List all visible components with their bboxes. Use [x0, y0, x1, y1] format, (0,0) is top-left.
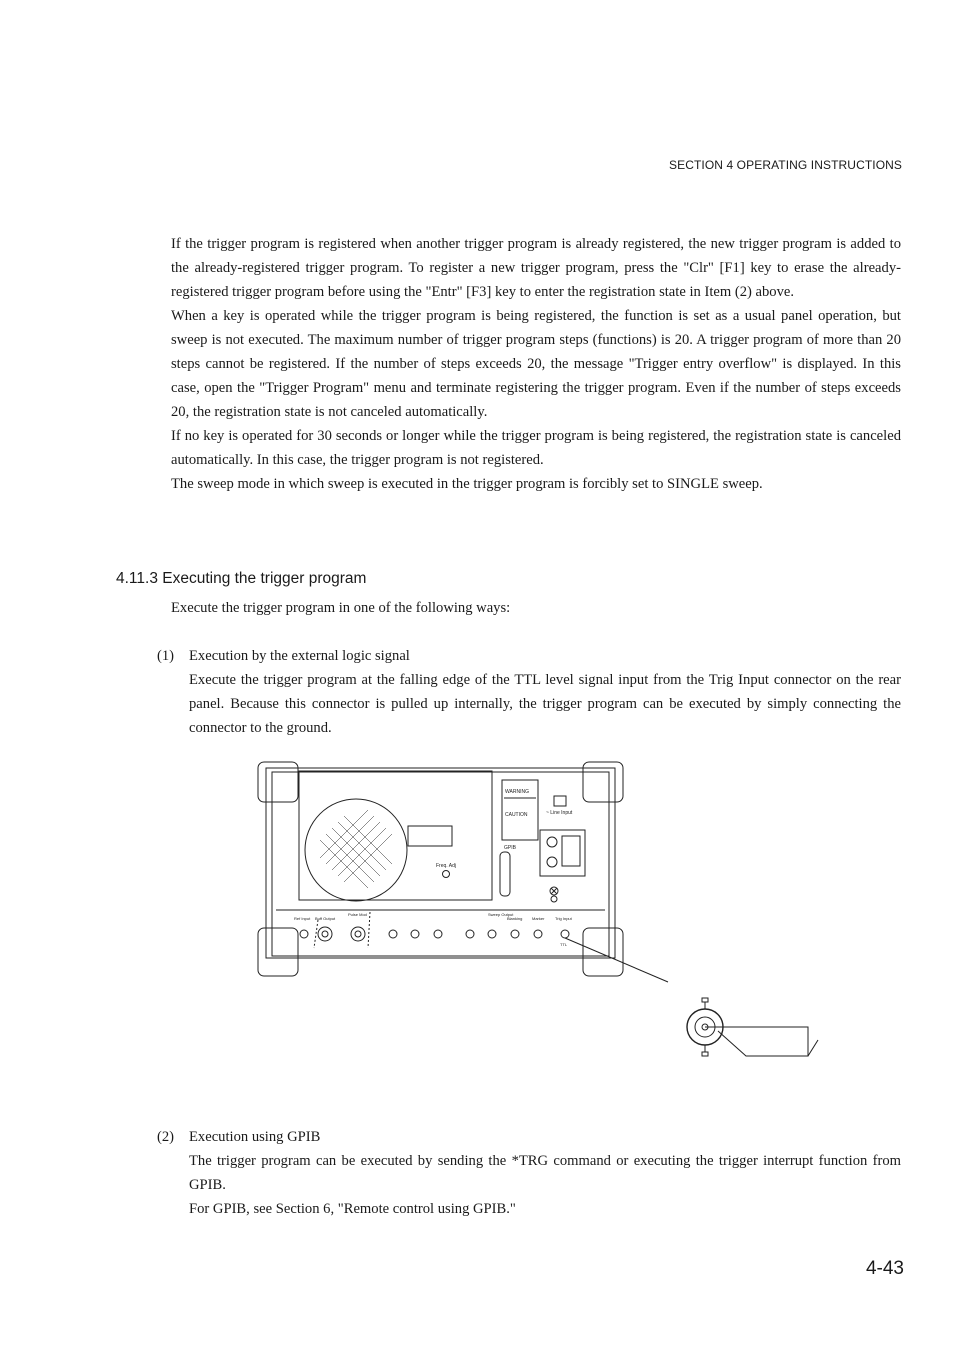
ground-screw — [551, 896, 557, 902]
rear-panel-figure — [250, 750, 850, 1070]
item-number: (1) — [157, 648, 175, 664]
warning-text: WARNING — [505, 789, 529, 795]
subsection-heading: 4.11.3 Executing the trigger program — [116, 570, 367, 587]
page-number: 4-43 — [865, 1258, 904, 1279]
fan-grille — [305, 799, 407, 901]
item-number: (2) — [157, 1129, 175, 1145]
connector — [389, 930, 397, 938]
item-body — [189, 1149, 901, 1221]
line-input-label: ~ Line Input — [546, 810, 573, 816]
item-body — [189, 668, 901, 740]
freq-adj-label: Freq. Adj — [436, 863, 457, 869]
line-switch — [554, 796, 566, 806]
subsection-intro: Execute the trigger program in one of the following ways: — [171, 600, 511, 616]
buff-output-connector — [318, 927, 332, 941]
paragraph: If no key is operated for 30 seconds or longer while the trigger program is being registered, the registration state is canceled automatically. In this case, the trigger program is not registered. — [171, 428, 901, 468]
ground-switch — [808, 1040, 818, 1056]
sweep-output-label: Sweep Output — [488, 912, 514, 917]
fan-mesh — [320, 810, 392, 888]
corner-bumper — [258, 928, 298, 976]
body-text — [171, 232, 901, 496]
ground-switch-wire — [705, 1027, 808, 1056]
buff-output-label: Buff Output — [315, 916, 336, 921]
blanking-label: Blanking — [507, 916, 523, 921]
blanking-connector — [511, 930, 519, 938]
power-socket — [562, 836, 580, 866]
section-header: SECTION 4 OPERATING INSTRUCTIONS — [669, 158, 902, 172]
connector — [434, 930, 442, 938]
corner-bumper — [583, 928, 623, 976]
fuse-holder — [547, 857, 557, 867]
marker-label: Marker — [532, 916, 545, 921]
paragraph: When a key is operated while the trigger program is being registered, the function is set as a usual panel operation, but sweep is not executed. The maximum number of trigger program steps (functions) is 20. A trigger program of more than 20 steps cannot be registered. If the number of steps exceeds 20, the message "Trigger entry overflow" is displayed. In this case, open the "Trigger Program" menu and terminate registering the trigger program. Even if the number of steps exceeds 20, the registration state is not canceled automatically. — [171, 308, 901, 420]
ref-input-connector — [300, 930, 308, 938]
fuse-holder — [547, 837, 557, 847]
fan-plate — [299, 771, 492, 900]
pulse-mod-connector — [351, 927, 365, 941]
marker-connector — [534, 930, 542, 938]
callout-line — [565, 938, 668, 982]
gpib-label: GPIB — [504, 845, 516, 851]
label-plate — [408, 826, 452, 846]
item-paragraph: The trigger program can be executed by sending the *TRG command or executing the trigger interrupt function from GPIB. — [189, 1153, 901, 1193]
item-paragraph: For GPIB, see Section 6, "Remote control using GPIB." — [189, 1201, 516, 1217]
caution-text: CAUTION — [505, 812, 528, 818]
pulse-mod-label: Pulse Mod — [348, 912, 367, 917]
rear-panel-diagram — [250, 750, 850, 1070]
freq-adj-hole — [443, 871, 450, 878]
sweep-output-y-connector — [488, 930, 496, 938]
ttl-label: TTL — [560, 942, 568, 947]
ref-input-label: Ref Input — [294, 916, 311, 921]
trig-input-label: Trig Input — [555, 916, 572, 921]
gpib-connector — [500, 852, 510, 896]
paragraph: If the trigger program is registered when another trigger program is already registered, the new trigger program is added to the already-registered trigger program. To register a new trigger program, press the "Clr" [F1] key to erase the already-registered trigger program before using the "Entr" [F3] key to enter the registration state in Item (2) above. — [171, 236, 901, 300]
item-title: Execution using GPIB — [189, 1129, 321, 1145]
item-paragraph: Execute the trigger program at the falling edge of the TTL level signal input from the Trig Input connector on the rear panel. Because this connector is pulled up internally, the trigger program can be executed by simply connecting the connector to the ground. — [189, 672, 901, 736]
paragraph: The sweep mode in which sweep is executed in the trigger program is forcibly set to SINGLE sweep. — [171, 476, 763, 492]
item-title: Execution by the external logic signal — [189, 648, 410, 664]
sweep-output-x-connector — [466, 930, 474, 938]
trig-input-connector — [561, 930, 569, 938]
connector — [411, 930, 419, 938]
